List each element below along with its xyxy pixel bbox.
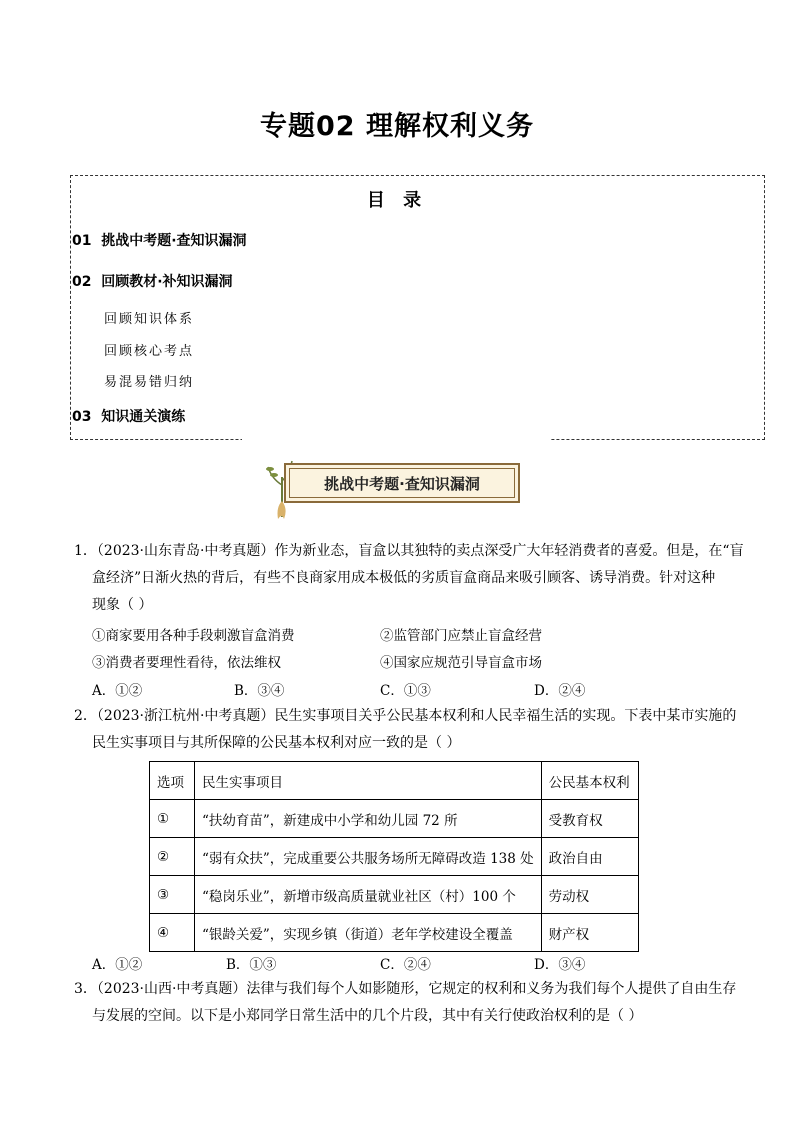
choice-b[interactable]: B．①③ [226,957,277,973]
statement-3: ③消费者要理性看待，依法维权 [92,655,281,671]
table-row: ③ “稳岗乐业”，新增市级高质量就业社区（村）100 个 劳动权 [150,876,639,914]
table-row: ② “弱有众扶”，完成重要公共服务场所无障碍改造 138 处 政治自由 [150,838,639,876]
statement-2: ②监管部门应禁止盲盒经营 [380,628,542,644]
choice-a[interactable]: A．①② [92,683,143,699]
statement-1: ①商家要用各种手段刺激盲盒消费 [92,628,295,644]
choice-a[interactable]: A．①② [92,957,143,973]
toc-heading: 目 录 [366,190,428,211]
question-1: 1．（2023·山东青岛·中考真题）作为新业态，盲盒以其独特的卖点深受广大年轻消费者的喜爱。但是，在“盲 盒经济”日渐火热的背后，有些不良商家用成本极低的劣质盲盒商品来吸引顾客、诱导消费。针对这种 现象（ ） [74,543,744,613]
table-header-row: 选项 民生实事项目 公民基本权利 [150,762,639,800]
toc-subitem-common-mistakes[interactable]: 易混易错归纳 [104,375,195,390]
choice-d[interactable]: D．③④ [534,957,586,973]
choice-c[interactable]: C．①③ [380,683,431,699]
section-banner [262,457,524,521]
choice-b[interactable]: B．③④ [234,683,285,699]
toc-item-03[interactable]: 03 知识通关演练 [72,409,186,425]
question-2: 2．（2023·浙江杭州·中考真题）民生实事项目关乎公民基本权利和人民幸福生活的实现。下表中某市实施的 民生实事项目与其所保障的公民基本权利对应一致的是（ ） [74,708,737,751]
choice-c[interactable]: C．②④ [380,957,431,973]
choice-d[interactable]: D．②④ [534,683,586,699]
banner-label: 挑战中考题·查知识漏洞 [289,468,515,498]
toc-subitem-core-points[interactable]: 回顾核心考点 [104,344,195,359]
toc-item-02[interactable]: 02 回顾教材·补知识漏洞 [72,274,233,290]
rights-table [149,761,639,952]
table-row: ④ “银龄关爱”，实现乡镇（街道）老年学校建设全覆盖 财产权 [150,914,639,952]
table-row: ① “扶幼育苗”，新建成中小学和幼儿园 72 所 受教育权 [150,800,639,838]
question-3: 3．（2023·山西·中考真题）法律与我们每个人如影随形，它规定的权利和义务为我们每个人提供了自由生存 与发展的空间。以下是小郑同学日常生活中的几个片段，其中有关行使政治权利的是（ ） [74,981,737,1024]
toc-subitem-knowledge-system[interactable]: 回顾知识体系 [104,312,195,327]
toc-item-01[interactable]: 01 挑战中考题·查知识漏洞 [72,233,247,249]
statement-4: ④国家应规范引导盲盒市场 [380,655,542,671]
page-title: 专题02 理解权利义务 [260,111,534,142]
